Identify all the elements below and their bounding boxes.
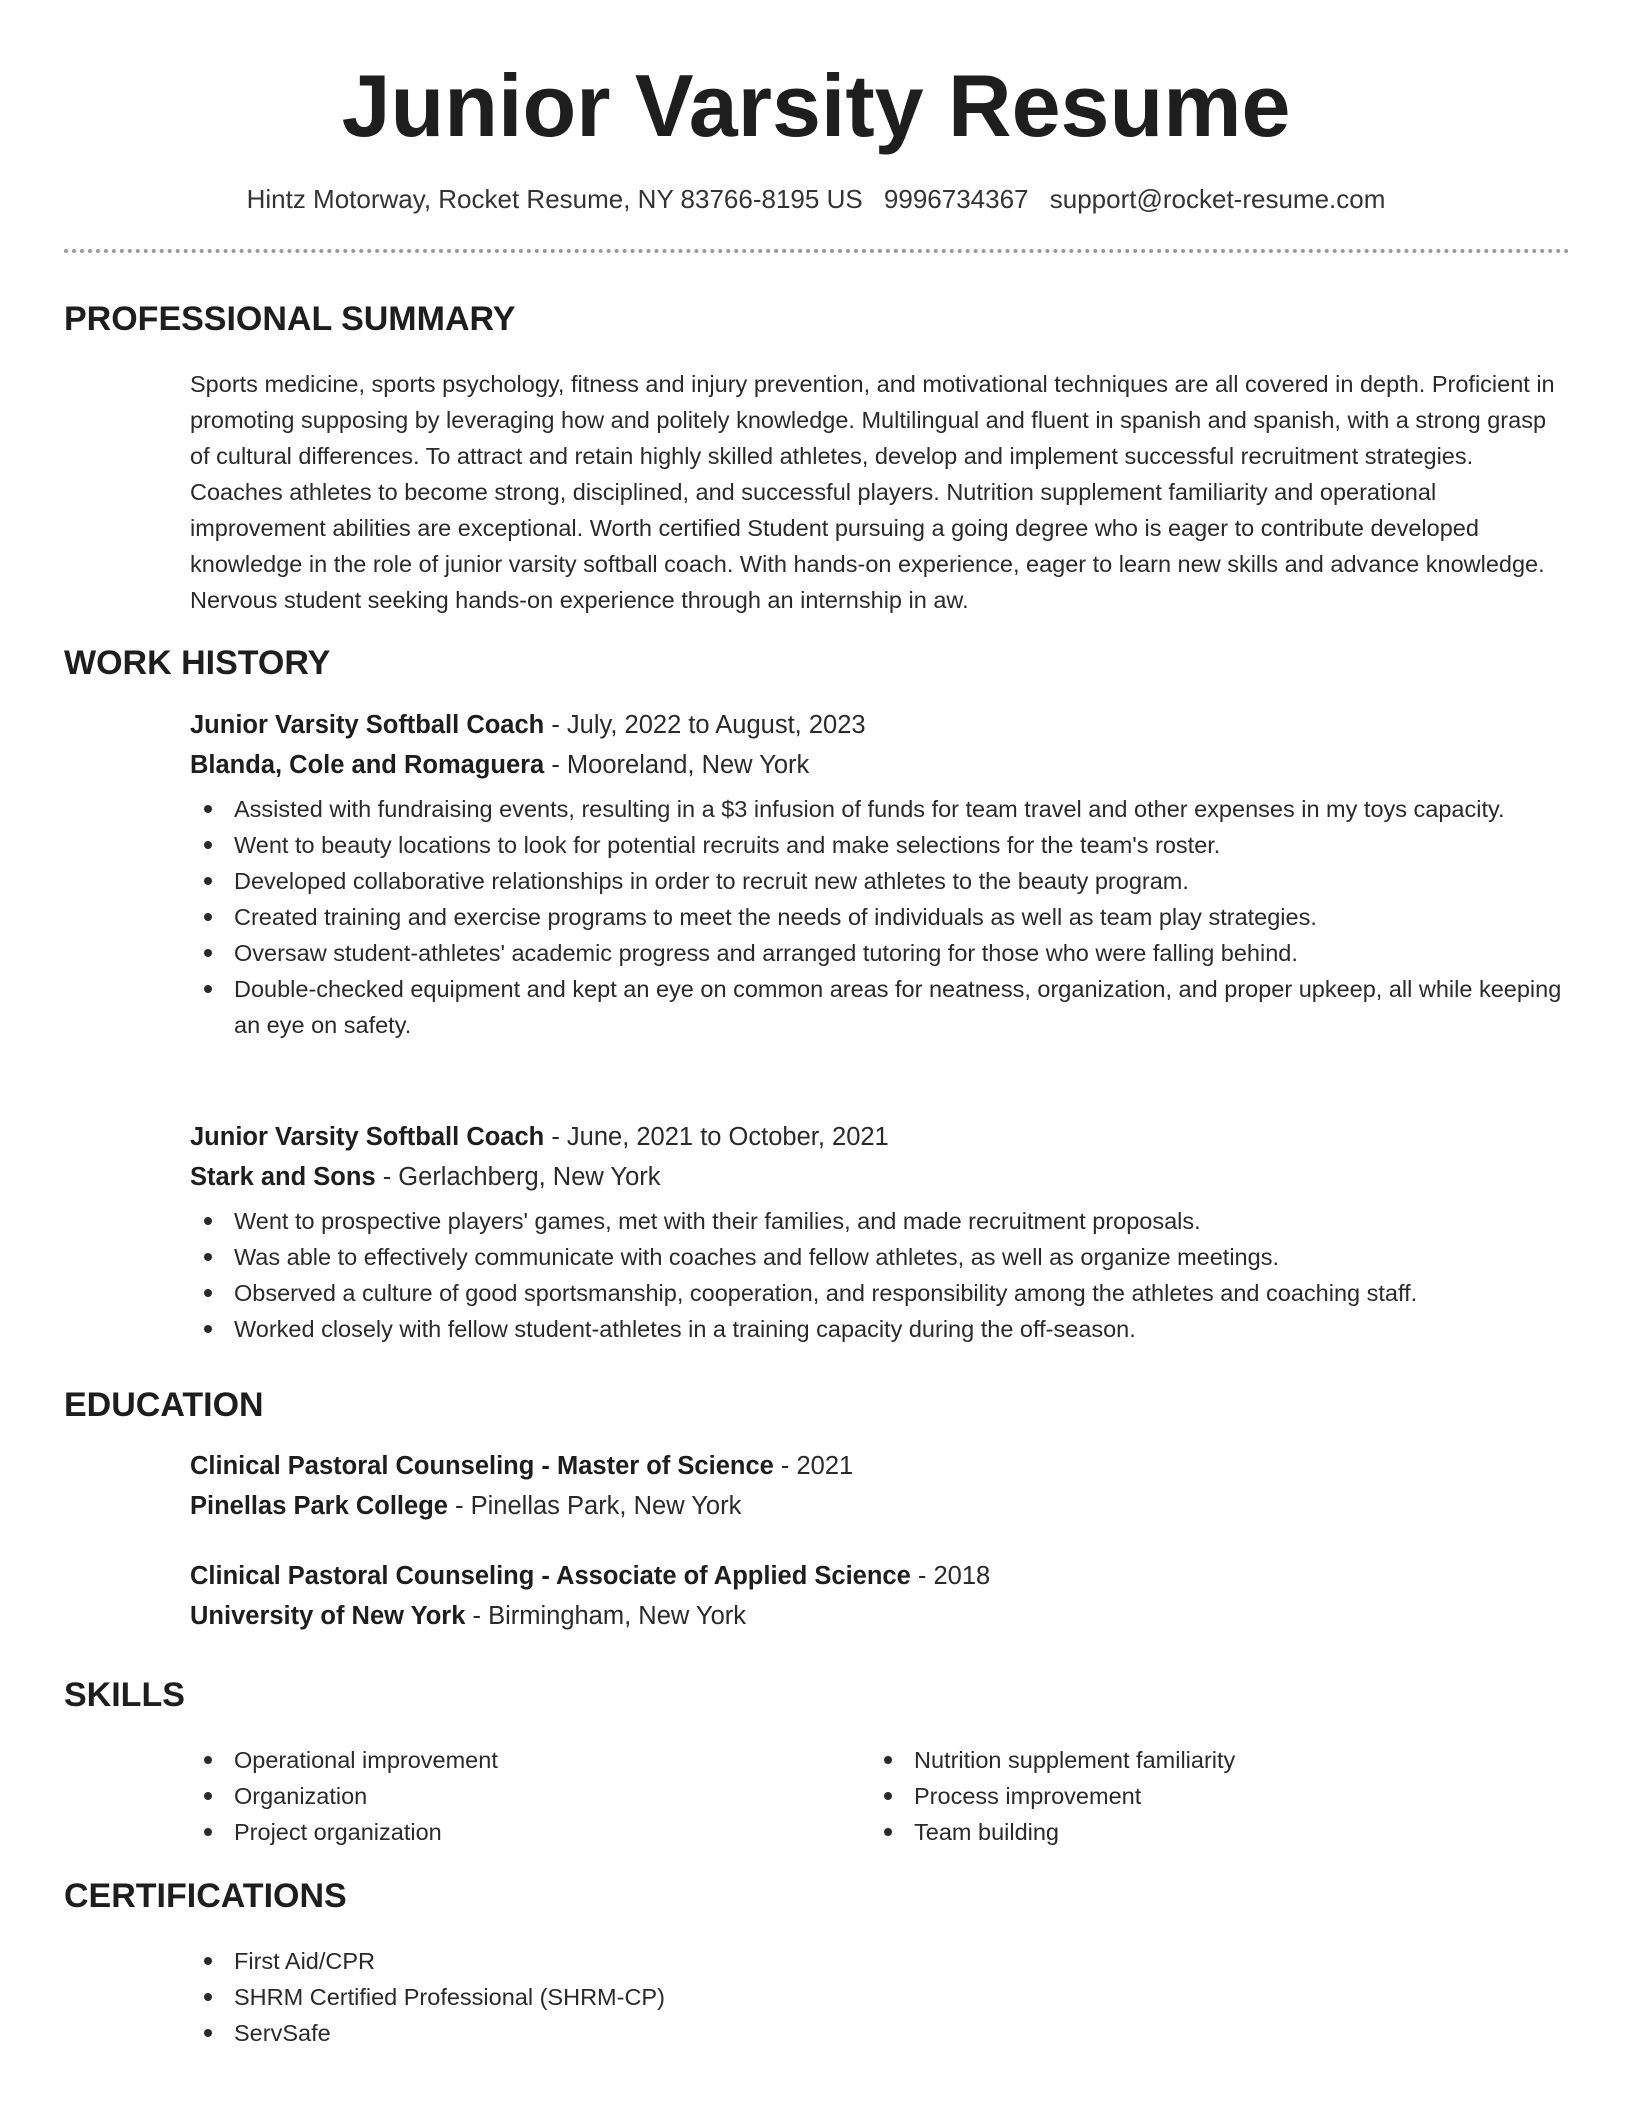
job-location: - Gerlachberg, New York	[375, 1163, 661, 1191]
list-item: Nutrition supplement familiarity	[870, 1742, 1550, 1778]
list-item: Team building	[870, 1814, 1550, 1850]
list-item: Oversaw student-athletes' academic progress and arranged tutoring for those who were falling behind.	[190, 935, 1570, 971]
contact-line	[0, 182, 1632, 216]
degree-year: - 2021	[773, 1452, 854, 1480]
list-item: Went to beauty locations to look for potential recruits and make selections for the team's roster.	[190, 827, 1570, 863]
school: University of New York	[190, 1602, 466, 1630]
list-item: Project organization	[190, 1814, 870, 1850]
job-dates: - June, 2021 to October, 2021	[544, 1123, 889, 1151]
job-bullets	[190, 791, 1570, 1043]
degree-line	[190, 1556, 1570, 1596]
list-item: Worked closely with fellow student-athletes in a training capacity during the off-season.	[190, 1311, 1570, 1347]
section-title-certifications: CERTIFICATIONS	[64, 1877, 347, 1915]
job-location: - Mooreland, New York	[544, 751, 810, 779]
list-item: Was able to effectively communicate with coaches and fellow athletes, as well as organize meetings.	[190, 1239, 1570, 1275]
certifications-list	[190, 1943, 1570, 2051]
skills-list-right	[870, 1742, 1550, 1850]
job-title-line	[190, 1117, 1570, 1157]
list-item: SHRM Certified Professional (SHRM-CP)	[190, 1979, 1570, 2015]
list-item: Process improvement	[870, 1778, 1550, 1814]
list-item: ServSafe	[190, 2015, 1570, 2051]
list-item: Double-checked equipment and kept an eye on common areas for neatness, organization, and proper upkeep, all while keeping an eye on safety.	[190, 971, 1570, 1043]
school-line	[190, 1596, 1570, 1636]
degree: Clinical Pastoral Counseling - Associate of Applied Science	[190, 1562, 911, 1590]
section-title-summary: PROFESSIONAL SUMMARY	[64, 300, 516, 338]
job-bullets	[190, 1203, 1570, 1347]
school-line	[190, 1486, 1570, 1526]
job-company-line	[190, 1157, 1570, 1197]
section-title-work-history: WORK HISTORY	[64, 644, 331, 682]
summary-text: Sports medicine, sports psychology, fitness and injury prevention, and motivational techniques are all covered in depth. Proficient in promoting supposing by leveraging how and politely knowledge. Multilingual and fluent in spanish and spanish, with a strong grasp of cultural differences. To attract and retain highly skilled athletes, develop and implement successful recruitment strategies. Coaches athletes to become strong, disciplined, and successful players. Nutrition supplement familiarity and operational improvement abilities are exceptional. Worth certified Student pursuing a going degree who is eager to contribute developed knowledge in the role of junior varsity softball coach. With hands-on experience, eager to learn new skills and advance knowledge. Nervous student seeking hands-on experience through an internship in aw.	[190, 371, 1555, 613]
candidate-name: Junior Varsity Resume	[341, 56, 1291, 155]
education-entry	[190, 1446, 1570, 1526]
job-company: Stark and Sons	[190, 1163, 376, 1191]
certifications-block	[190, 1943, 1570, 2051]
degree: Clinical Pastoral Counseling - Master of Science	[190, 1452, 774, 1480]
list-item: Went to prospective players' games, met with their families, and made recruitment proposals.	[190, 1203, 1570, 1239]
list-item: Created training and exercise programs to meet the needs of individuals as well as team play strategies.	[190, 899, 1570, 935]
phone: 9996734367	[883, 184, 1029, 214]
job-entry	[190, 1117, 1570, 1347]
job-company-line	[190, 745, 1570, 785]
job-role: Junior Varsity Softball Coach	[190, 711, 545, 739]
job-title-line	[190, 705, 1570, 745]
school-location: - Pinellas Park, New York	[447, 1492, 742, 1520]
section-title-skills: SKILLS	[64, 1676, 185, 1714]
degree-year: - 2018	[910, 1562, 991, 1590]
skills-list-left	[190, 1742, 870, 1850]
list-item: Observed a culture of good sportsmanship, cooperation, and responsibility among the athletes and coaching staff.	[190, 1275, 1570, 1311]
job-role: Junior Varsity Softball Coach	[190, 1123, 545, 1151]
section-title-education: EDUCATION	[64, 1386, 264, 1424]
school-location: - Birmingham, New York	[465, 1602, 747, 1630]
education-entry	[190, 1556, 1570, 1636]
list-item: Organization	[190, 1778, 870, 1814]
job-entry	[190, 705, 1570, 1043]
degree-line	[190, 1446, 1570, 1486]
list-item: Developed collaborative relationships in order to recruit new athletes to the beauty program.	[190, 863, 1570, 899]
address: Hintz Motorway, Rocket Resume, NY 83766-8195 US	[246, 184, 863, 214]
job-dates: - July, 2022 to August, 2023	[544, 711, 866, 739]
school: Pinellas Park College	[190, 1492, 448, 1520]
email: support@rocket-resume.com	[1049, 184, 1386, 214]
list-item: First Aid/CPR	[190, 1943, 1570, 1979]
list-item: Operational improvement	[190, 1742, 870, 1778]
skills-columns	[190, 1742, 1570, 1850]
header-divider	[64, 249, 1570, 253]
job-company: Blanda, Cole and Romaguera	[190, 751, 545, 779]
list-item: Assisted with fundraising events, resulting in a $3 infusion of funds for team travel and other expenses in my toys capacity.	[190, 791, 1570, 827]
